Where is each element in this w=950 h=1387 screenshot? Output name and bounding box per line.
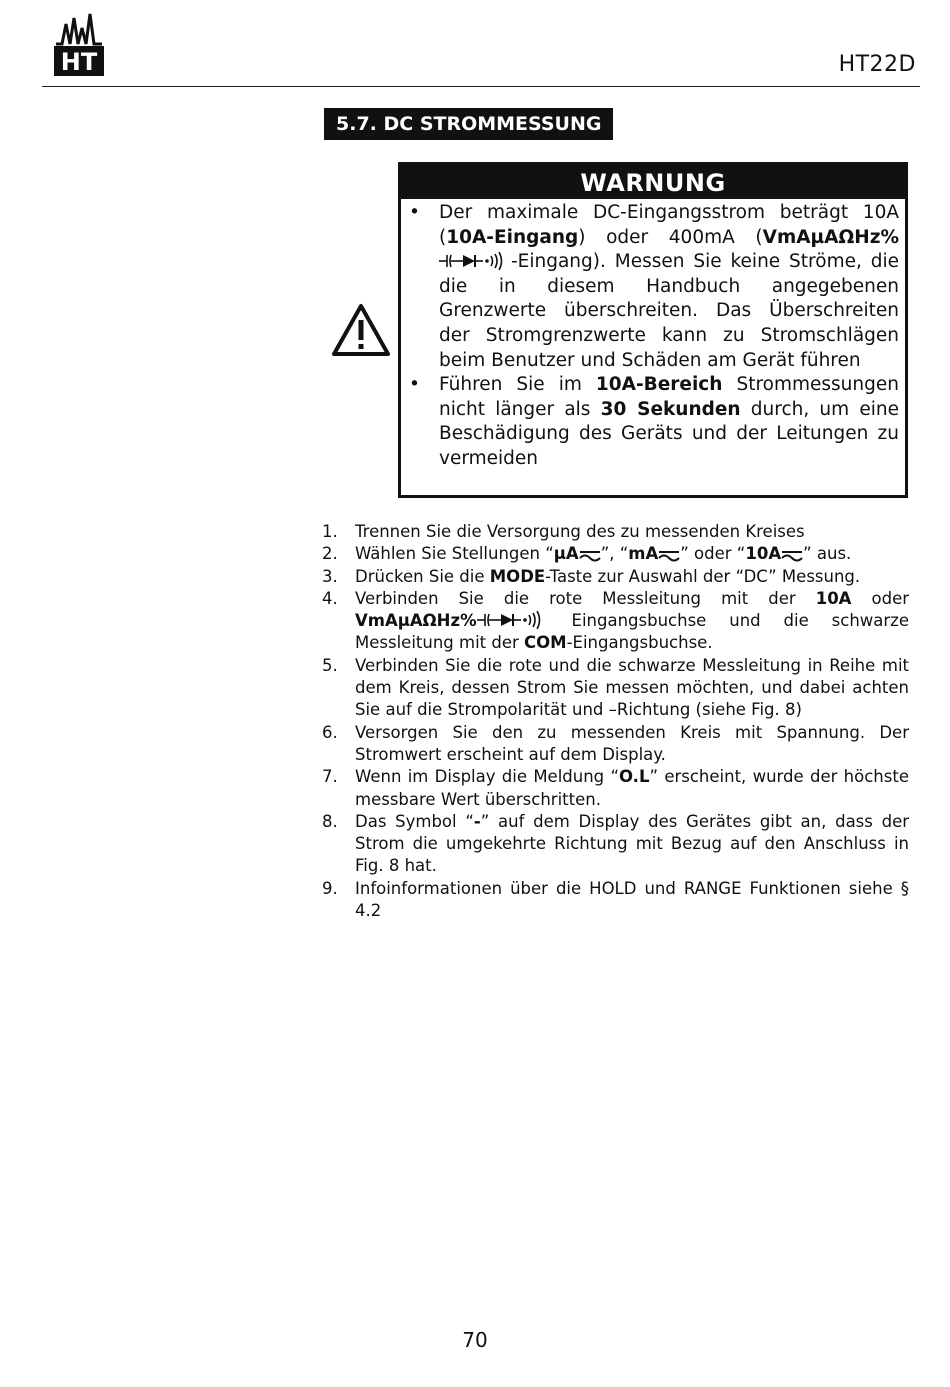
terminal-label: VmAµAΩHz% <box>355 611 477 631</box>
warning-list <box>401 199 905 472</box>
step-item: 5. Verbinden Sie die rote und die schwarze Messleitung in Reihe mit dem Kreis, dessen Strom Sie messen möchten, und dabei achten Sie auf die Strompolarität und –Richtung (siehe Fig. 8) <box>322 655 909 720</box>
terminal-symbols-icon <box>439 252 511 270</box>
warning-box <box>398 162 908 498</box>
warning-item-duration: • Führen Sie im 10A-Bereich Strommessungen nicht länger als 30 Sekunden durch, um eine Beschädigung des Geräts und der Leitungen zu vermeiden <box>405 373 899 471</box>
header-divider <box>42 86 920 87</box>
step-item: 4. Verbinden Sie die rote Messleitung mit der 10A oder VmAµAΩHz% Eingangsbuchse und die schwarze Messleitung mit der COM-Eingangsbuchse. <box>322 588 910 653</box>
page-number: 70 <box>462 1328 488 1352</box>
dc-ac-icon <box>579 548 601 562</box>
step-item: 1. Trennen Sie die Versorgung des zu messenden Kreises <box>322 522 805 541</box>
svg-text:HT: HT <box>60 48 98 76</box>
warning-triangle-icon <box>330 302 392 358</box>
terminal-label: VmAµAΩHz% <box>762 226 899 248</box>
document-model: HT22D <box>838 52 916 77</box>
step-item: 2. Wählen Sie Stellungen “µA ”, “mA ” oder “10A ” aus. <box>322 544 852 564</box>
step-item: 7. Wenn im Display die Meldung “O.L” erscheint, wurde der höchste messbare Wert überschritten. <box>322 767 909 809</box>
section-title: 5.7. DC STROMMESSUNG <box>324 108 613 140</box>
warning-heading: WARNUNG <box>401 165 905 199</box>
step-item: 9. Infoinformationen über die HOLD und RANGE Funktionen siehe § 4.2 <box>322 878 909 921</box>
step-item: 3. Drücken Sie die MODE-Taste zur Auswahl der “DC” Messung. <box>322 566 861 586</box>
dc-ac-icon <box>781 548 803 562</box>
terminal-symbols-icon <box>477 611 549 629</box>
warning-item-current-limit: • Der maximale DC-Eingangsstrom beträgt 10A (10A-Eingang) oder 400mA (VmAµAΩHz%-Eingang). Messen Sie keine Ströme, die die in diesem Handbuch angegebenen Grenzwerte überschreiten. Das Überschreiten der Stromgrenzwerte kann zu Stromschlägen beim Benutzer und Schäden am Gerät führen <box>405 201 899 373</box>
procedure-steps <box>322 521 909 922</box>
step-item: 8. Das Symbol “-” auf dem Display des Gerätes gibt an, dass der Strom die umgekehrte Richtung mit Bezug auf den Anschluss in Fig. 8 hat. <box>322 811 910 876</box>
step-item: 6. Versorgen Sie den zu messenden Kreis mit Spannung. Der Stromwert erscheint auf dem Display. <box>322 722 909 764</box>
ht-logo-icon <box>52 10 106 78</box>
dc-ac-icon <box>658 548 680 562</box>
